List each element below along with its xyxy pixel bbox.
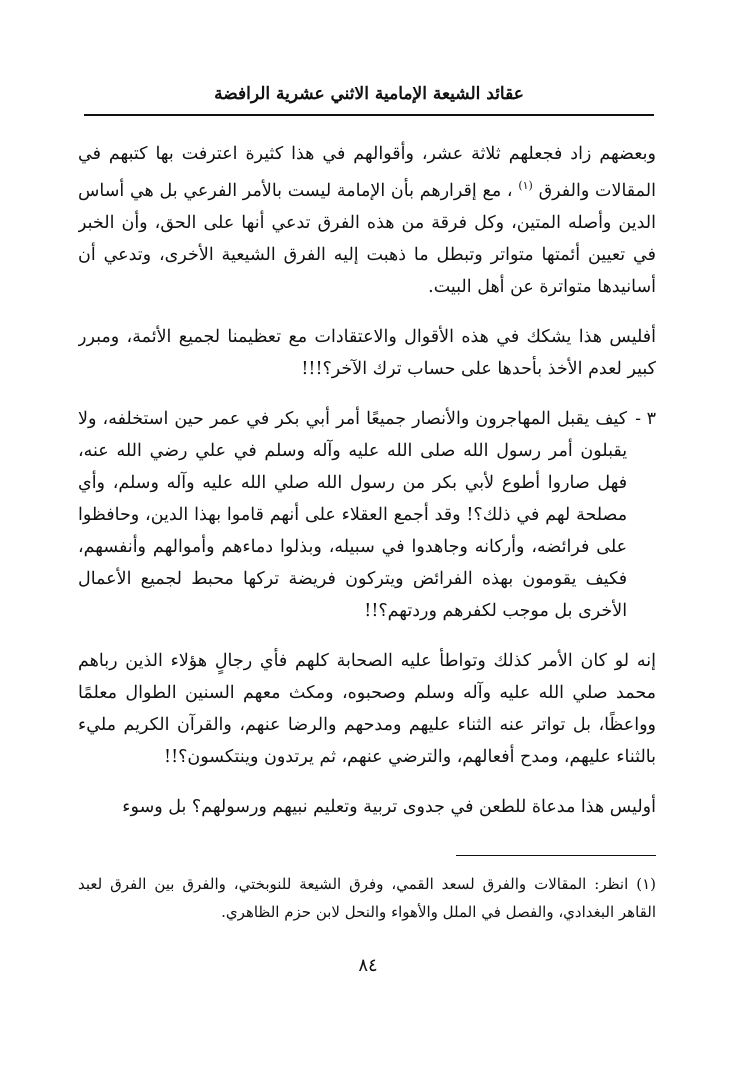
header-rule [84,114,654,116]
numbered-item-3 [78,403,656,627]
running-header: عقائد الشيعة الإمامية الاثني عشرية الرافضة [214,84,524,104]
paragraph-1-rest: ، مع إقرارهم بأن الإمامة ليست بالأمر الفرعي بل هي أساس الدين وأصله المتين، وكل فرقة من هذه الفرق تدعي أنها على الحق، وأن الخبر في تعيين أئمتها متواتر وتبطل ما ذهبت إليه الفرق الشيعية الأخرى، وتدعي أن أسانيدها متواترة عن أهل البيت. [78,180,656,297]
item-number: ٣ - [635,408,656,429]
footnote-text: انظر: المقالات والفرق لسعد القمي، وفرق الشيعة للنوبختي، والفرق بين الفرق لعبد القاهر البغدادي، والفصل في الملل والأهواء والنحل لابن حزم الظاهري. [78,875,656,921]
paragraph-4: إنه لو كان الأمر كذلك وتواطأ عليه الصحابة كلهم فأي رجالٍ هؤلاء الذين رباهم محمد صلي الله عليه وآله وسلم وصحبوه، ومكث معهم السنين الطوال معلمًا وواعظًا، بل تواتر عنه الثناء عليهم ومدحهم والرضا عنهم، والقرآن الكريم مليء بالثناء عليهم، ومدح أفعالهم، والترضي عنهم، ثم يرتدون وينتكسون؟!! [78,650,656,767]
paragraph-1 [78,138,656,303]
footnote-number: (١) [636,875,656,893]
page-number: ٨٤ [358,955,378,976]
main-text [78,138,656,838]
item-text: كيف يقبل المهاجرون والأنصار جميعًا أمر أبي بكر في عمر حين استخلفه، ولا يقبلون أمر رسول الله صلى الله عليه وآله وسلم في علي رضي الله عنه، فهل صاروا أطوع لأبي بكر من رسول الله صلي الله عليه وآله وسلم، وأي مصلحة لهم في ذلك؟! وقد أجمع العقلاء على أنهم قاموا بهذا الدين، وحافظوا على فرائضه، وأركانه وجاهدوا في سبيله، وبذلوا دماءهم وأموالهم وأنفسهم، فكيف يقومون بهذه الفرائض ويتركون فريضة تركها محبط لجميع الأعمال الأخرى بل موجب لكفرهم وردتهم؟!! [78,408,628,621]
paragraph-1-text: وبعضهم زاد فجعلهم ثلاثة عشر، وأقوالهم في هذا كثيرة اعترفت بها كتبهم في المقالات والفرق [78,144,656,201]
footnote-ref[interactable]: (١) [518,179,533,192]
paragraph-5: أوليس هذا مدعاة للطعن في جدوى تربية وتعليم نبيهم ورسولهم؟ بل وسوء [122,796,656,817]
paragraph-2: أفليس هذا يشكك في هذه الأقوال والاعتقادات مع تعظيمنا لجميع الأئمة، ومبرر كبير لعدم الأخذ بأحدها على حساب ترك الآخر؟!!! [78,326,656,379]
footnotes [78,870,656,926]
footnote-separator [456,855,656,856]
